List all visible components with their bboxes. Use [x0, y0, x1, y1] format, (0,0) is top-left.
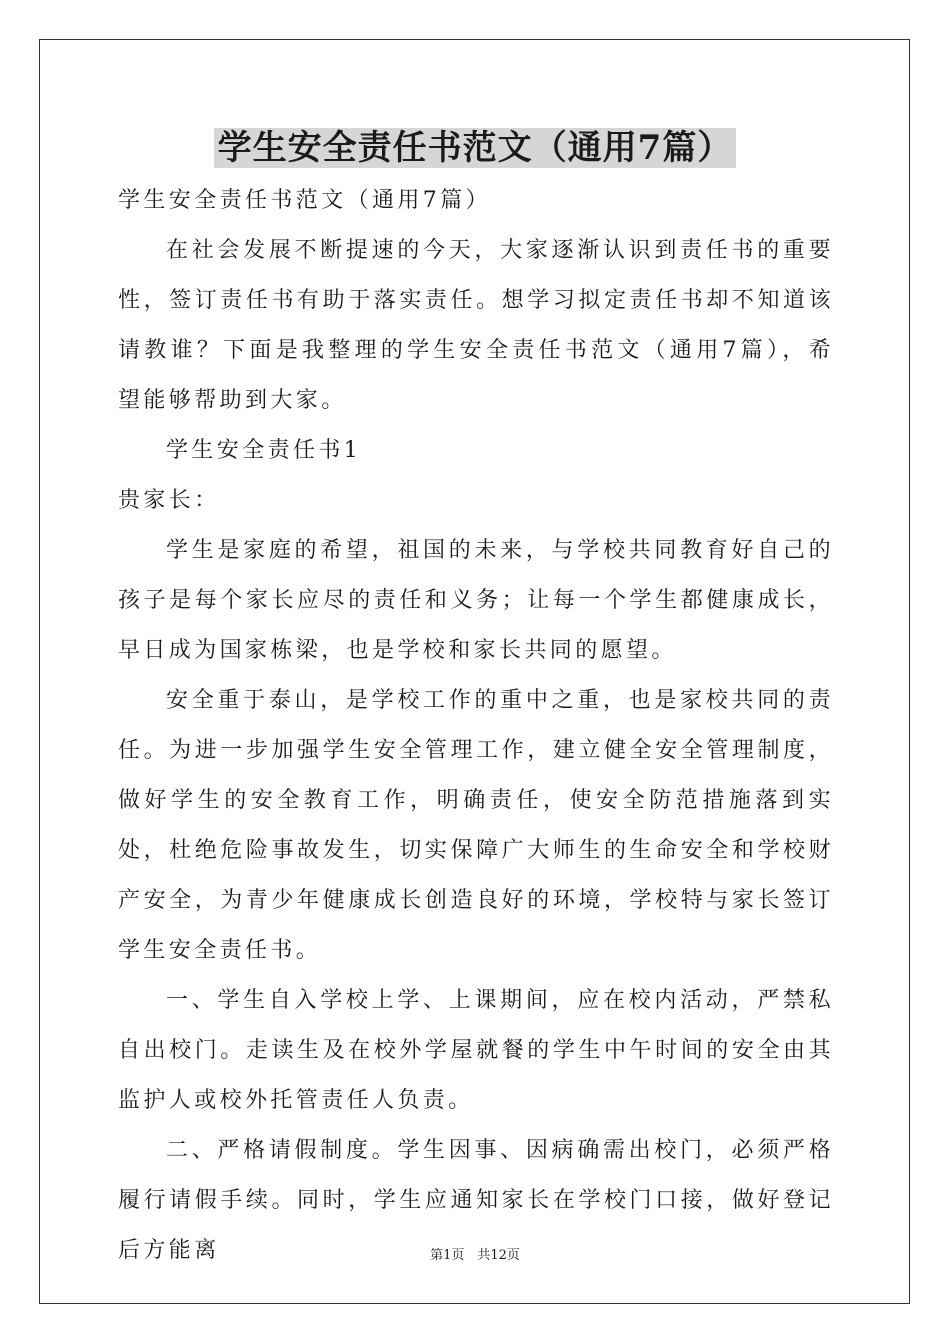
- document-body: [118, 176, 834, 1276]
- paragraph: 在社会发展不断提速的今天，大家逐渐认识到责任书的重要性，签订责任书有助于落实责任。想学习拟定责任书却不知道该请教谁？下面是我整理的学生安全责任书范文（通用7篇），希望能够帮助到大家。: [118, 238, 834, 413]
- section-heading: 学生安全责任书1: [166, 438, 362, 463]
- paragraph: 学生是家庭的希望，祖国的未来，与学校共同教育好自己的孩子是每个家长应尽的责任和义务；让每一个学生都健康成长，早日成为国家栋梁，也是学校和家长共同的愿望。: [118, 538, 834, 663]
- paragraph: 二、严格请假制度。学生因事、因病确需出校门，必须严格履行请假手续。同时，学生应通知家长在学校门口接，做好登记后方能离: [118, 1138, 834, 1263]
- salutation: 贵家长：: [118, 488, 220, 513]
- document-title: [0, 126, 950, 170]
- paragraph: 一、学生自入学校上学、上课期间，应在校内活动，严禁私自出校门。走读生及在校外学屋就餐的学生中午时间的安全由其监护人或校外托管责任人负责。: [118, 988, 834, 1113]
- document-title-text: 学生安全责任书范文（通用7篇）: [214, 128, 737, 168]
- paragraph: 安全重于泰山，是学校工作的重中之重，也是家校共同的责任。为进一步加强学生安全管理工作，建立健全安全管理制度，做好学生的安全教育工作，明确责任，使安全防范措施落到实处，杜绝危险事故发生，切实保障广大师生的生命安全和学校财产安全，为青少年健康成长创造良好的环境，学校特与家长签订学生安全责任书。: [118, 688, 834, 963]
- page-footer: 第1页 共12页: [430, 1248, 520, 1263]
- paragraph: 学生安全责任书范文（通用7篇）: [118, 188, 491, 213]
